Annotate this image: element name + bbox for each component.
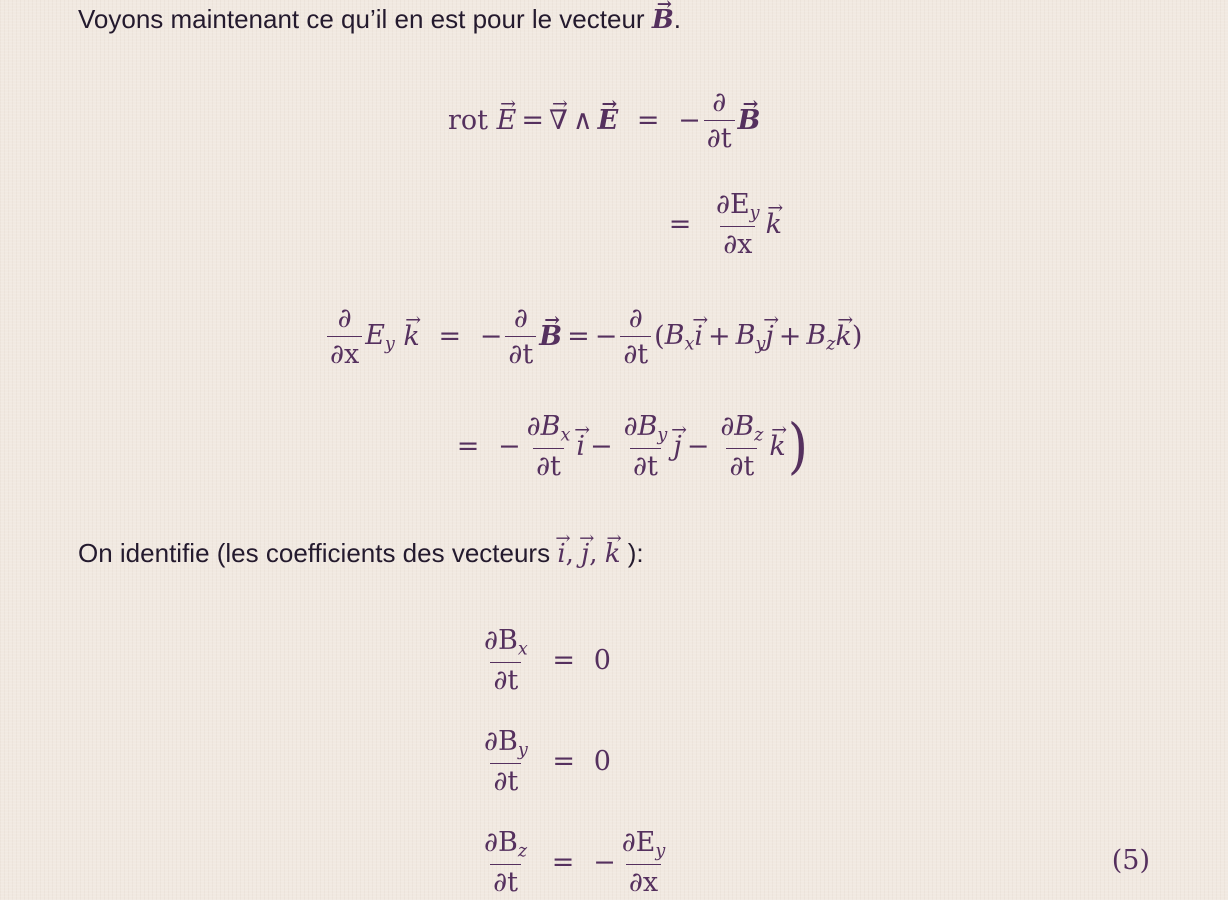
dE-text: ∂E: [621, 827, 656, 858]
fraction-numerator: $\partial B_x$: [526, 411, 571, 446]
subscript-z: z: [826, 333, 836, 354]
subscript-z: z: [754, 425, 764, 446]
B-z: [806, 320, 835, 354]
vector-j: j →: [673, 431, 681, 462]
fraction-denominator: ∂t: [704, 120, 735, 154]
B-letter: B: [540, 411, 561, 442]
comma: ,: [589, 539, 598, 569]
fraction-d-dt: [620, 304, 651, 369]
comma: ,: [565, 539, 574, 569]
subscript-y: y: [657, 425, 668, 446]
fraction-dBx-dt: [481, 626, 531, 695]
E-y: $E_y$: [365, 319, 395, 354]
equation-dB-dt-expanded: [438, 412, 808, 481]
vector-E: E →: [497, 105, 517, 136]
fraction-numerator: [481, 727, 531, 763]
equation-dBz-dt: [478, 828, 671, 897]
minus-sign: −: [593, 847, 616, 879]
subscript-y: y: [655, 841, 666, 862]
equals-sign: =: [636, 105, 660, 137]
equation-rot-E: [448, 88, 760, 153]
fraction-numerator: $\partial B_z$: [720, 411, 764, 446]
subscript-y: y: [749, 203, 760, 224]
subscript-x: x: [560, 425, 571, 446]
rot-operator: rot: [448, 105, 489, 137]
vector-k: k →: [766, 209, 782, 240]
intro-text: Voyons maintenant ce qu’il en est pour le vecteur: [78, 4, 645, 34]
fraction-denominator: ∂t: [505, 336, 536, 370]
identify-paragraph: [78, 538, 644, 569]
fraction-denominator: ∂x: [327, 336, 362, 370]
right-paren: ): [851, 321, 863, 353]
fraction-numerator: ∂: [513, 303, 528, 334]
zero-value: 0: [593, 645, 611, 677]
vector-k: k →: [403, 321, 419, 352]
fraction-denominator: ∂t: [490, 662, 521, 696]
big-right-paren: ): [787, 412, 809, 482]
B-letter: B: [806, 319, 827, 351]
vector-j: j →: [765, 321, 773, 352]
intro-paragraph: [78, 4, 681, 35]
vector-j: j →: [581, 539, 589, 569]
fraction-denominator: ∂t: [490, 864, 521, 898]
equation-dBx-dt-zero: [478, 626, 611, 695]
wedge-symbol: ∧: [572, 105, 593, 137]
equation-rot-E-line2: [650, 190, 782, 259]
B-letter: B: [734, 411, 755, 442]
fraction-denominator: ∂t: [533, 448, 564, 482]
rot-E-rhs: [678, 88, 760, 153]
vector-i: i →: [576, 431, 585, 462]
vector-k: k →: [769, 431, 785, 462]
equals-sign: =: [668, 209, 692, 241]
fraction-numerator: ∂: [628, 303, 643, 334]
fraction-numerator: [481, 626, 531, 662]
fraction-dBy-dt: [481, 727, 531, 796]
equals-sign: =: [438, 321, 462, 353]
B-y: [736, 320, 766, 354]
identify-text-end: ):: [627, 538, 644, 568]
fraction-denominator: ∂x: [626, 864, 661, 898]
dB-text: ∂B: [484, 625, 518, 656]
fraction-numerator: [481, 828, 530, 864]
equals-sign: =: [567, 321, 590, 353]
plus-sign: +: [708, 321, 731, 353]
fraction-numerator: [713, 190, 763, 226]
minus-sign: −: [686, 431, 710, 463]
equals-sign: =: [551, 847, 575, 879]
fraction-dEy-dx: [619, 828, 669, 897]
minus-sign: −: [479, 321, 503, 353]
minus-sign: −: [589, 431, 613, 463]
fraction-dBz-dt: [717, 412, 766, 481]
equation-number: (5): [1111, 845, 1150, 876]
left-paren: (: [654, 321, 665, 353]
equals-sign: =: [552, 746, 576, 778]
equals-sign: =: [456, 431, 480, 463]
equals-sign: =: [552, 645, 576, 677]
fraction-denominator: ∂t: [630, 448, 661, 482]
vector-B: B →: [652, 5, 674, 35]
fraction-d-dt: [505, 304, 536, 369]
minus-sign: −: [678, 105, 701, 137]
subscript-x: x: [684, 333, 695, 354]
dE-text: ∂E: [716, 189, 750, 220]
vector-i: i →: [694, 321, 703, 352]
dB-text: ∂B: [484, 827, 518, 858]
plus-sign: +: [778, 321, 802, 353]
vector-i: i →: [557, 539, 565, 569]
B-letter: B: [735, 319, 756, 351]
vector-B-bold: B →: [738, 105, 761, 136]
vector-B-bold: B →: [539, 321, 562, 352]
identify-text: On identifie (les coefficients des vecteurs: [78, 538, 551, 568]
intro-period: .: [673, 4, 682, 34]
fraction-dBy-dt: [621, 412, 671, 481]
nabla-symbol: ∇ →: [549, 105, 568, 136]
fraction-d-dx: [327, 304, 362, 369]
fraction-denominator: ∂x: [720, 226, 755, 260]
B-letter: B: [664, 319, 685, 351]
vector-k: k →: [605, 539, 621, 569]
B-letter: B: [637, 411, 658, 442]
minus-sign: −: [498, 431, 521, 463]
fraction-numerator: ∂: [337, 303, 352, 334]
B-x: [665, 320, 695, 354]
fraction-denominator: ∂t: [726, 448, 757, 482]
vector-E-bold: E →: [598, 105, 619, 136]
minus-sign: −: [594, 321, 618, 353]
subscript-z: z: [517, 841, 528, 862]
vector-k: k →: [836, 321, 852, 352]
fraction-d-dt: [704, 88, 735, 153]
rot-E-lhs: [448, 105, 618, 136]
equation-dEy-dx: [324, 304, 862, 369]
fraction-denominator: ∂t: [620, 336, 651, 370]
fraction-numerator: ∂: [712, 87, 727, 118]
dB-text: ∂B: [484, 726, 518, 757]
equals-sign: =: [521, 105, 544, 137]
fraction-dBx-dt: [524, 412, 574, 481]
fraction-numerator: $\partial B_y$: [623, 411, 668, 446]
equation-dBy-dt-zero: [478, 727, 611, 796]
subscript-x: x: [517, 639, 528, 660]
fraction-dEy-dx: [713, 190, 763, 259]
zero-value: 0: [593, 746, 611, 778]
subscript-y: y: [384, 333, 395, 354]
fraction-numerator: [619, 828, 669, 864]
fraction-dBz-dt: [481, 828, 530, 897]
fraction-denominator: ∂t: [490, 763, 521, 797]
subscript-y: y: [755, 333, 766, 354]
subscript-y: y: [517, 740, 528, 761]
